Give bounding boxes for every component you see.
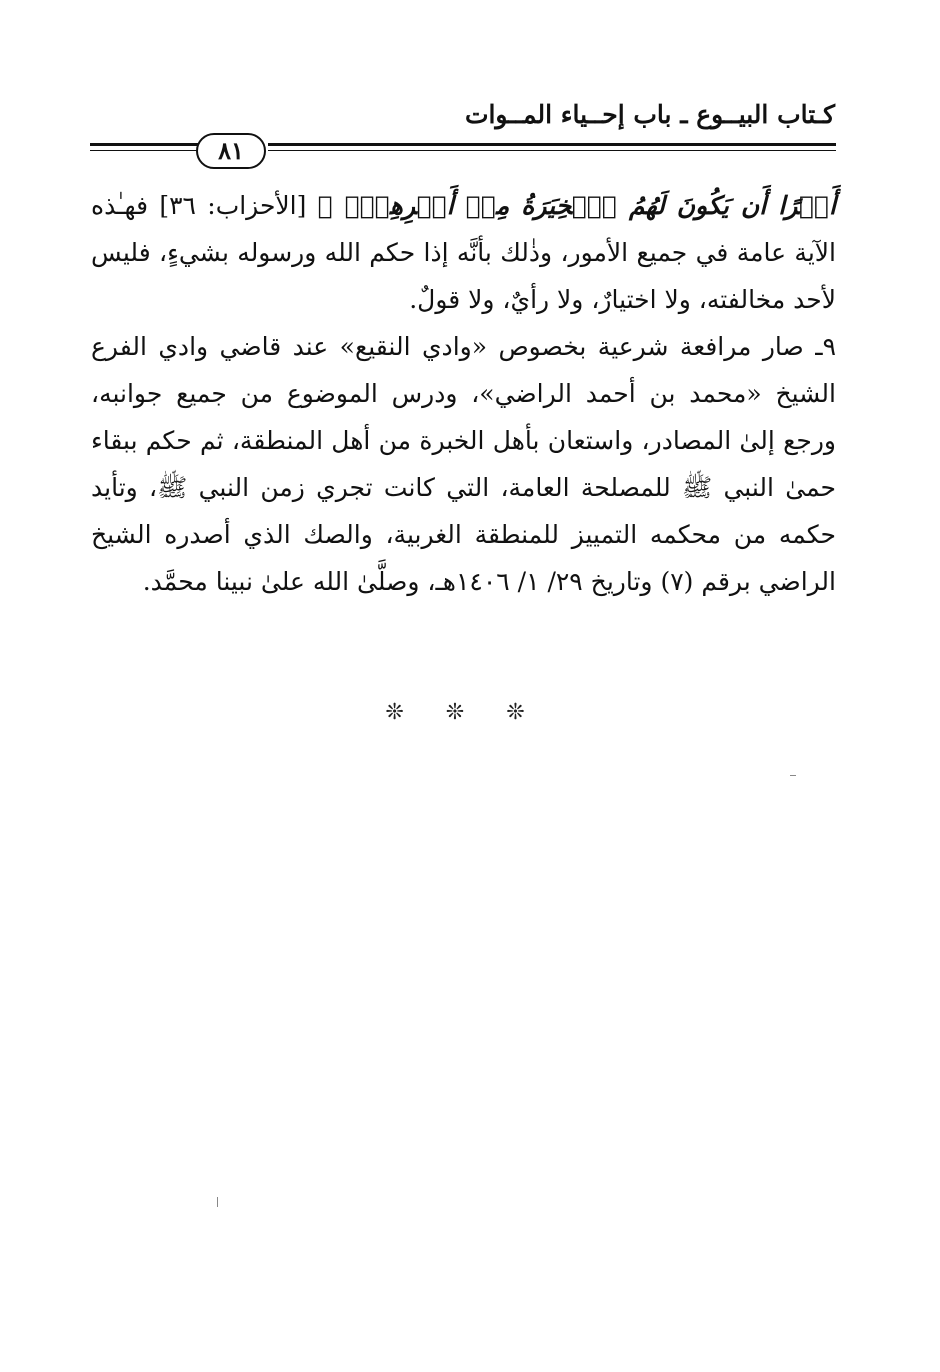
header-rule-thick [268,143,836,146]
header-rule-left-thick [90,143,198,146]
section-separator [0,700,940,725]
header-rule-left-thin [90,150,198,151]
quran-verse: أَمۡرًا أَن يَكُونَ لَهُمُ ٱلۡخِيَرَةُ مِنۡ أَمۡرِهِمۡۗ ﴾ [317,191,836,220]
paragraph-text: [الأحزاب: ٣٦] فهـٰذه الآية عامة في جميع الأمور، وذٰلك بأنَّه إذا حكم الله ورسوله بشيءٍ، فليس لأحد مخالفته، ولا اختيارٌ، ولا رأيٌ، ولا قولٌ. [91,191,836,314]
main-text [91,182,836,605]
list-item-9 [91,323,836,605]
paragraph-verse-commentary [91,182,836,323]
header-rule-thin [268,150,836,151]
star-ornament-icon: ❊ [445,700,495,725]
list-item-text: صار مرافعة شرعية بخصوص «وادي النقيع» عند قاضي وادي الفرع الشيخ «محمد بن أحمد الراضي»، ودرس الموضوع من جميع جوانبه، ورجع إلىٰ المصادر، واستعان بأهل الخبرة من أهل المنطقة، ثم حكم ببقاء حمىٰ النبي ﷺ للمصلحة العامة، التي كانت تجري زمن النبي ﷺ، وتأيد حكمه من محكمه التمييز للمنطقة الغربية، والصك الذي أصدره الشيخ الراضي برقم (٧) وتاريخ ٢٩/ ١/ ١٤٠٦هـ، وصلَّىٰ الله علىٰ نبينا محمَّد. [91,332,836,596]
star-ornament-icon: ❊ [385,700,434,725]
running-head: كـتاب البيــوع ـ باب إحــياء المــوات [464,100,835,129]
list-item-number: ٩ـ [815,332,836,361]
scan-speck [217,1197,218,1207]
star-ornament-icon: ❊ [506,700,555,725]
page-number: ٨١ [196,133,266,169]
scan-speck [790,775,796,776]
